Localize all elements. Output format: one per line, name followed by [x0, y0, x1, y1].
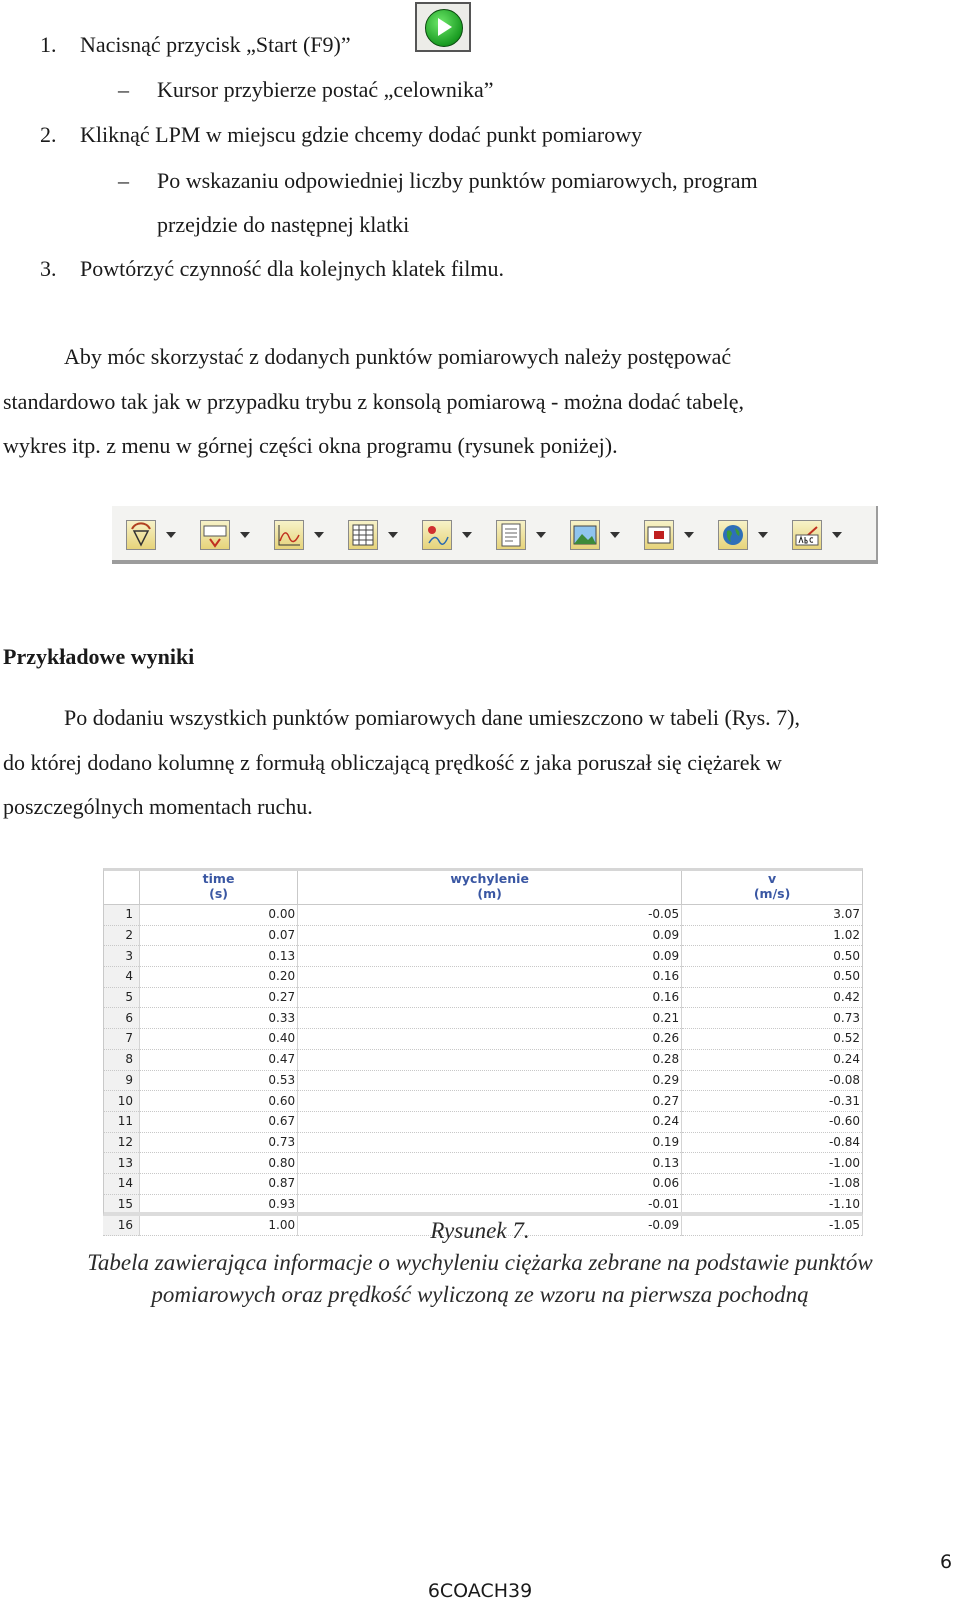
table-cell[interactable]: -0.05 — [298, 905, 682, 926]
text-icon — [496, 520, 526, 550]
section-heading: Przykładowe wyniki — [3, 644, 195, 669]
table-cell[interactable]: -0.09 — [298, 1215, 682, 1236]
table-row[interactable] — [103, 1153, 863, 1174]
table-cell[interactable]: 0.27 — [140, 987, 298, 1008]
table-cell[interactable]: -0.84 — [682, 1132, 863, 1153]
footer-code: 6COACH39 — [427, 1580, 533, 1602]
table-cell[interactable]: 0.73 — [140, 1132, 298, 1153]
data-table — [103, 868, 863, 1236]
table-cell[interactable]: -0.01 — [298, 1194, 682, 1215]
toolbar-points-button[interactable] — [410, 514, 482, 554]
table-cell[interactable]: 0.27 — [298, 1091, 682, 1112]
table-cell[interactable]: 0.42 — [682, 987, 863, 1008]
index-header — [103, 868, 140, 905]
table-row[interactable] — [103, 1091, 863, 1112]
table-cell[interactable]: 0.13 — [140, 946, 298, 967]
image-icon — [570, 520, 600, 550]
meter-icon — [126, 520, 156, 550]
table-cell[interactable]: 0.00 — [140, 905, 298, 926]
bullet-dash: – — [118, 168, 129, 193]
paragraph-line: wykres itp. z menu w górnej części okna programu (rysunek poniżej). — [3, 433, 618, 458]
table-cell[interactable]: -0.31 — [682, 1091, 863, 1112]
step-number: 1. — [40, 32, 57, 57]
row-index[interactable]: 16 — [103, 1215, 140, 1236]
chevron-down-icon[interactable] — [610, 532, 620, 538]
paragraph-line: Aby móc skorzystać z dodanych punktów pomiarowych należy postępować — [64, 344, 732, 369]
row-index[interactable]: 10 — [103, 1091, 140, 1112]
figure-caption-line: Tabela zawierająca informacje o wychyleniu ciężarka zebrane na podstawie punktów — [87, 1250, 873, 1275]
page-number: 6 — [940, 1551, 953, 1573]
table-row[interactable] — [103, 1008, 863, 1029]
step-text: Powtórzyć czynność dla kolejnych klatek filmu. — [80, 256, 504, 281]
table-cell[interactable]: 0.09 — [298, 946, 682, 967]
table-cell[interactable]: 0.29 — [298, 1070, 682, 1091]
step-text: Kliknąć LPM w miejscu gdzie chcemy dodać punkt pomiarowy — [80, 122, 643, 147]
table-cell[interactable]: 0.06 — [298, 1173, 682, 1194]
row-index[interactable]: 11 — [103, 1111, 140, 1132]
row-index[interactable]: 9 — [103, 1070, 140, 1091]
row-index[interactable]: 8 — [103, 1049, 140, 1070]
table-cell[interactable]: 0.93 — [140, 1194, 298, 1215]
table-cell[interactable]: 0.20 — [140, 967, 298, 988]
table-row[interactable] — [103, 905, 863, 926]
step-number: 2. — [40, 122, 57, 147]
column-header-name: time — [202, 871, 235, 886]
abc-text-icon — [792, 520, 822, 550]
toolbar-table-button[interactable] — [336, 514, 408, 554]
step-subtext: Kursor przybierze postać „celownika” — [157, 77, 494, 102]
toolbar-text-button[interactable] — [484, 514, 556, 554]
chevron-down-icon[interactable] — [462, 532, 472, 538]
bullet-dash: – — [118, 77, 129, 102]
table-cell[interactable]: 0.13 — [298, 1153, 682, 1174]
table-cell[interactable]: 1.02 — [682, 925, 863, 946]
table-cell[interactable]: 0.50 — [682, 967, 863, 988]
column-header-unit: (m/s) — [753, 886, 791, 901]
row-index[interactable]: 15 — [103, 1194, 140, 1215]
table-row[interactable] — [103, 1111, 863, 1132]
table-cell[interactable]: 0.67 — [140, 1111, 298, 1132]
paragraph-line: poszczególnych momentach ruchu. — [3, 794, 313, 819]
row-index[interactable]: 12 — [103, 1132, 140, 1153]
table-cell[interactable]: 1.00 — [140, 1215, 298, 1236]
toolbar-video-button[interactable] — [632, 514, 704, 554]
table-cell[interactable]: -1.00 — [682, 1153, 863, 1174]
table-row[interactable] — [103, 1132, 863, 1153]
chevron-down-icon[interactable] — [240, 532, 250, 538]
table-cell[interactable]: 0.07 — [140, 925, 298, 946]
figure-caption-line: pomiarowych oraz prędkość wyliczoną ze wzoru na pierwsza pochodną — [151, 1282, 809, 1307]
table-cell[interactable]: 0.33 — [140, 1008, 298, 1029]
chevron-down-icon[interactable] — [314, 532, 324, 538]
step-subtext-continued: przejdzie do następnej klatki — [157, 212, 410, 237]
graph-icon — [274, 520, 304, 550]
start-button[interactable] — [415, 2, 471, 52]
column-header-name: wychylenie — [450, 871, 529, 886]
play-triangle — [438, 18, 452, 36]
chevron-down-icon[interactable] — [536, 532, 546, 538]
table-cell[interactable]: 0.19 — [298, 1132, 682, 1153]
table-cell[interactable]: -0.60 — [682, 1111, 863, 1132]
table-cell[interactable]: -1.10 — [682, 1194, 863, 1215]
table-row[interactable] — [103, 1194, 863, 1215]
table-row[interactable] — [103, 925, 863, 946]
table-icon — [348, 520, 378, 550]
chevron-down-icon[interactable] — [758, 532, 768, 538]
table-row[interactable] — [103, 1049, 863, 1070]
table-cell[interactable]: 0.53 — [140, 1070, 298, 1091]
table-cell[interactable]: 0.16 — [298, 987, 682, 1008]
paragraph-line: do której dodano kolumnę z formułą obliczającą prędkość z jaka poruszał się ciężarek w — [3, 750, 782, 775]
table-row[interactable] — [103, 1070, 863, 1091]
row-index[interactable]: 1 — [103, 905, 140, 926]
table-row[interactable] — [103, 946, 863, 967]
table-cell[interactable]: 0.80 — [140, 1153, 298, 1174]
table-cell[interactable]: 0.28 — [298, 1049, 682, 1070]
figure-caption-title: Rysunek 7. — [430, 1218, 530, 1243]
table-cell[interactable]: 0.47 — [140, 1049, 298, 1070]
video-points-icon — [422, 520, 452, 550]
table-cell[interactable]: 0.09 — [298, 925, 682, 946]
table-cell[interactable]: 3.07 — [682, 905, 863, 926]
table-cell[interactable]: 0.16 — [298, 967, 682, 988]
row-index[interactable]: 3 — [103, 946, 140, 967]
row-index[interactable]: 5 — [103, 987, 140, 1008]
column-header-wychylenie[interactable] — [298, 868, 682, 905]
toolbar-graph-button[interactable] — [262, 514, 334, 554]
video-icon — [644, 520, 674, 550]
column-header-unit: (m) — [477, 886, 502, 901]
paragraph-line: standardowo tak jak w przypadku trybu z konsolą pomiarową - można dodać tabelę, — [3, 389, 745, 414]
table-cell[interactable]: -0.08 — [682, 1070, 863, 1091]
row-index[interactable]: 7 — [103, 1029, 140, 1050]
toolbar-image-button[interactable] — [558, 514, 630, 554]
toolbar-meter-button[interactable] — [114, 514, 186, 554]
chevron-down-icon[interactable] — [832, 532, 842, 538]
row-index[interactable]: 13 — [103, 1153, 140, 1174]
table-cell[interactable]: 0.24 — [298, 1111, 682, 1132]
table-cell[interactable]: 0.40 — [140, 1029, 298, 1050]
toolbar-web-button[interactable] — [706, 514, 778, 554]
toolbar-value-button[interactable] — [188, 514, 260, 554]
value-display-icon — [200, 520, 230, 550]
program-toolbar — [112, 506, 878, 564]
table-cell[interactable]: 0.21 — [298, 1008, 682, 1029]
row-index[interactable]: 2 — [103, 925, 140, 946]
table-header-row — [103, 868, 863, 905]
step-number: 3. — [40, 256, 57, 281]
table-row[interactable] — [103, 967, 863, 988]
table-cell[interactable]: 0.60 — [140, 1091, 298, 1112]
step-text: Nacisnąć przycisk „Start (F9)” — [80, 32, 351, 57]
table-cell[interactable]: 0.73 — [682, 1008, 863, 1029]
web-icon — [718, 520, 748, 550]
table-cell[interactable]: 0.24 — [682, 1049, 863, 1070]
column-header-time[interactable] — [140, 868, 298, 905]
chevron-down-icon[interactable] — [684, 532, 694, 538]
table-row[interactable] — [103, 1173, 863, 1194]
table-cell[interactable]: 0.87 — [140, 1173, 298, 1194]
table-cell[interactable]: 0.50 — [682, 946, 863, 967]
table-row[interactable] — [103, 1029, 863, 1050]
column-header-v[interactable] — [682, 868, 863, 905]
row-index[interactable]: 14 — [103, 1173, 140, 1194]
chevron-down-icon[interactable] — [166, 532, 176, 538]
table-cell[interactable]: -1.08 — [682, 1173, 863, 1194]
step-subtext: Po wskazaniu odpowiedniej liczby punktów pomiarowych, program — [157, 168, 758, 193]
paragraph-line: Po dodaniu wszystkich punktów pomiarowych dane umieszczono w tabeli (Rys. 7), — [64, 705, 800, 730]
table-row[interactable] — [103, 987, 863, 1008]
table-cell[interactable]: 0.52 — [682, 1029, 863, 1050]
toolbar-abc-button[interactable] — [780, 514, 852, 554]
chevron-down-icon[interactable] — [388, 532, 398, 538]
row-index[interactable]: 6 — [103, 1008, 140, 1029]
table-cell[interactable]: -1.05 — [682, 1215, 863, 1236]
column-header-unit: (s) — [209, 886, 228, 901]
row-index[interactable]: 4 — [103, 967, 140, 988]
table-cell[interactable]: 0.26 — [298, 1029, 682, 1050]
column-header-name: v — [768, 871, 777, 886]
